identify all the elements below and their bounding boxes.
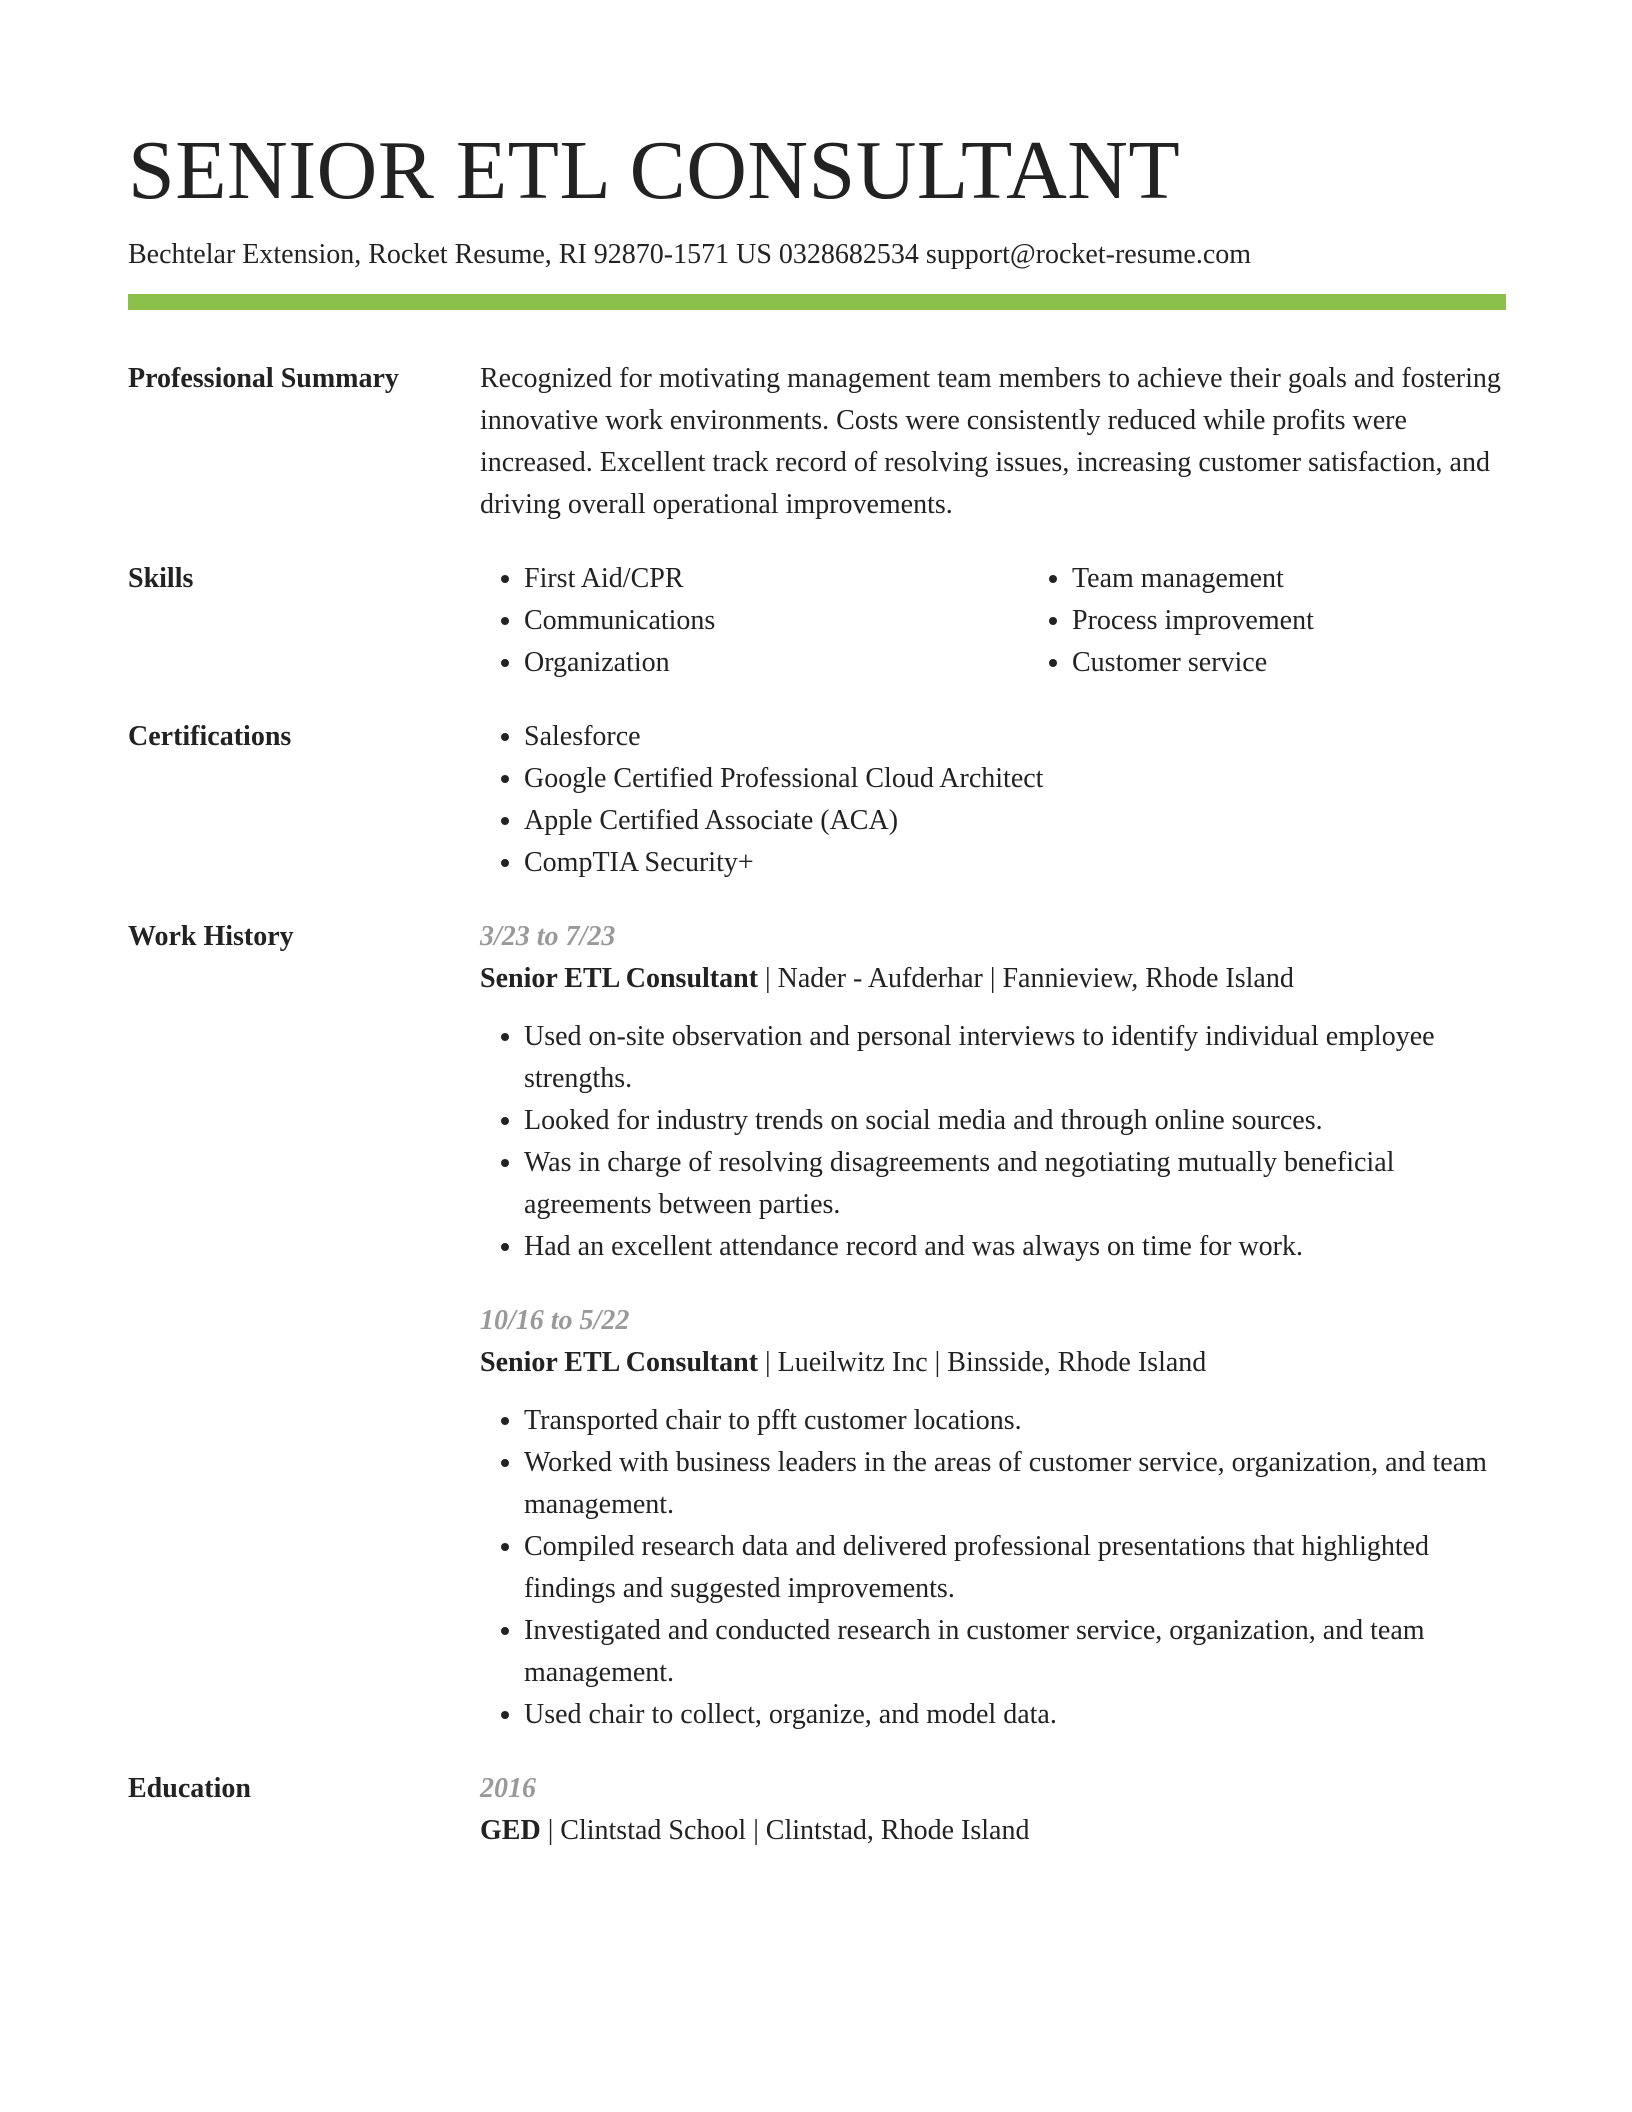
contact-line: Bechtelar Extension, Rocket Resume, RI 92870-1571 US 0328682534 support@rocket-resume.com [128,239,1252,270]
certification-item: • CompTIA Security+ [524,842,1506,884]
summary-label: Professional Summary [128,363,399,394]
accent-divider [128,294,1506,310]
summary-text: Recognized for motivating management team members to achieve their goals and fostering innovative work environments. Costs were consistently reduced while profits were increased. Excellent track record of resolving issues, increasing customer satisfaction, and driving overall operational improvements. [480,363,1501,520]
education-degree: GED [480,1815,541,1846]
certification-item: • Salesforce [524,716,1506,758]
job-bullet: • Used chair to collect, organize, and model data. [524,1694,1506,1736]
work-history-section [128,916,1506,1736]
summary-section [128,358,1506,526]
certifications-label: Certifications [128,721,292,752]
skill-item: • Team management [1072,558,1576,600]
skill-item: • Organization [524,642,1028,684]
skills-list-right [1028,558,1576,684]
job-heading [480,1342,1506,1384]
resume-title: SENIOR ETL CONSULTANT [128,124,1181,217]
skill-item: • First Aid/CPR [524,558,1028,600]
job-bullets [480,1400,1506,1736]
skill-item: • Process improvement [1072,600,1576,642]
education-label: Education [128,1773,251,1804]
education-date: 2016 [480,1773,536,1804]
certification-item: • Google Certified Professional Cloud Architect [524,758,1506,800]
skills-list-left [480,558,1028,684]
job-bullet: • Transported chair to pfft customer locations. [524,1400,1506,1442]
education-heading [480,1810,1506,1852]
job-bullet: • Worked with business leaders in the areas of customer service, organization, and team management. [524,1442,1506,1526]
skill-item: • Communications [524,600,1028,642]
skill-item: • Customer service [1072,642,1576,684]
certifications-list [480,716,1506,884]
work-history-label: Work History [128,921,294,952]
job-details: | Nader - Aufderhar | Fannieview, Rhode Island [758,963,1294,994]
job-bullet: • Had an excellent attendance record and was always on time for work. [524,1226,1506,1268]
education-details: | Clintstad School | Clintstad, Rhode Island [540,1815,1030,1846]
job-bullet: • Used on-site observation and personal interviews to identify individual employee strengths. [524,1016,1506,1100]
job-bullet: • Investigated and conducted research in customer service, organization, and team management. [524,1610,1506,1694]
job-bullet: • Compiled research data and delivered professional presentations that highlighted findings and suggested improvements. [524,1526,1506,1610]
resume-page [128,118,1506,1852]
job-role: Senior ETL Consultant [480,963,759,994]
job-bullet: • Was in charge of resolving disagreements and negotiating mutually beneficial agreements between parties. [524,1142,1506,1226]
certifications-section [128,716,1506,884]
job-entry [480,916,1506,1268]
education-section [128,1768,1506,1852]
job-entry [480,1300,1506,1736]
job-details: | Lueilwitz Inc | Binsside, Rhode Island [758,1347,1207,1378]
job-role: Senior ETL Consultant [480,1347,759,1378]
certification-item: • Apple Certified Associate (ACA) [524,800,1506,842]
job-dates: 10/16 to 5/22 [480,1305,630,1336]
job-bullets [480,1016,1506,1268]
job-bullet: • Looked for industry trends on social media and through online sources. [524,1100,1506,1142]
job-heading [480,958,1506,1000]
job-dates: 3/23 to 7/23 [480,921,616,952]
skills-label: Skills [128,563,194,594]
skills-section [128,558,1506,684]
